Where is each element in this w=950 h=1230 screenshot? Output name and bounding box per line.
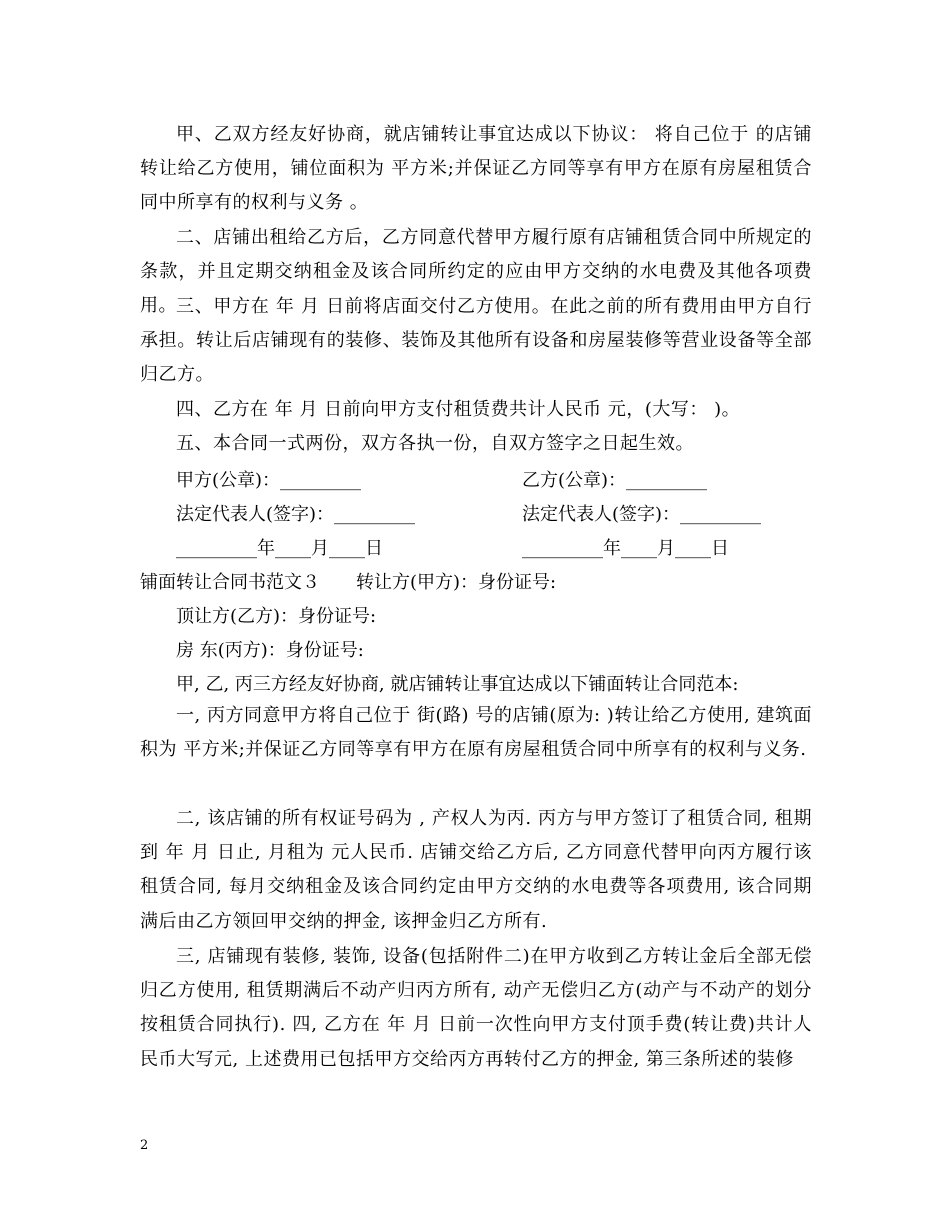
party-b-date: _________年____月____日 <box>522 538 729 559</box>
paragraph-3: 三、甲方在 年 月 日前将店面交付乙方使用。在此之前的所有费用由甲方自行承担。转让后店铺现有的装修、装饰及其他所有设备和房屋装修等营业设备等全部归乙方。 <box>140 296 812 386</box>
clause-1: 一, 丙方同意甲方将自己位于 街(路) 号的店铺(原为: )转让给乙方使用, 建筑面积为 平方米;并保证乙方同等享有甲方在原有房屋租赁合同中所享有的权利与义务. <box>140 705 812 761</box>
landlord-line: 房 东(丙方)：身份证号: <box>176 640 364 661</box>
party-a-date: _________年____月____日 <box>176 538 383 559</box>
party-b-seal: 乙方(公章)：_________ <box>522 470 708 491</box>
paragraph-5: 五、本合同一式两份，双方各执一份，自双方签字之日起生效。 <box>176 433 694 454</box>
preamble-line: 甲, 乙, 丙三方经友好协商, 就店铺转让事宜达成以下铺面转让合同范本: <box>176 674 739 695</box>
paragraph-4: 四、乙方在 年 月 日前向甲方支付租赁费共计人民币 元，(大写： )。 <box>176 399 741 420</box>
transferee-line: 顶让方(乙方)：身份证号: <box>176 606 377 627</box>
paragraph-2: 二、店铺出租给乙方后，乙方同意代替甲方履行原有店铺租赁合同中所规定的条款，并且定期交纳租金及该合同所约定的应由甲方交纳的水电费及其他各项费用。 <box>140 227 812 317</box>
clause-2: 二, 该店铺的所有权证号码为 , 产权人为丙. 丙方与甲方签订了租赁合同, 租期到 年 月 日止, 月租为 元人民币. 店铺交给乙方后, 乙方同意代替甲向丙方履行该租赁合同, 每月交纳租金及该合同约定由甲方交纳的水电费等各项费用, 该合同期满后由乙方领回甲交纳的押金, 该押金归乙方所有. <box>140 808 812 932</box>
clause-3: 三, 店铺现有装修, 装饰, 设备(包括附件二)在甲方收到乙方转让金后全部无偿归乙方使用, 租赁期满后不动产归丙方所有, 动产无偿归乙方(动产与不动产的划分按租赁合同执行). 四, 乙方在 年 月 日前一次性向甲方支付顶手费(转让费)共计人民币大写元, 上述费用已包括甲方交给丙方再转付乙方的押金, 第三条所述的装修 <box>140 946 812 1070</box>
page-number: 2 <box>140 1138 149 1153</box>
party-a-seal: 甲方(公章)：_________ <box>176 470 362 491</box>
paragraph-1: 甲、乙双方经友好协商，就店铺转让事宜达成以下协议： 将自己位于 的店铺转让给乙方使用，铺位面积为 平方米;并保证乙方同等享有甲方在原有房屋租赁合同中所享有的权利与义务 。 <box>140 124 812 214</box>
party-a-representative: 法定代表人(签字)：_________ <box>176 504 416 525</box>
party-b-representative: 法定代表人(签字)：_________ <box>522 504 762 525</box>
section-heading: 铺面转让合同书范文３ 转让方(甲方)：身份证号: <box>140 572 557 593</box>
